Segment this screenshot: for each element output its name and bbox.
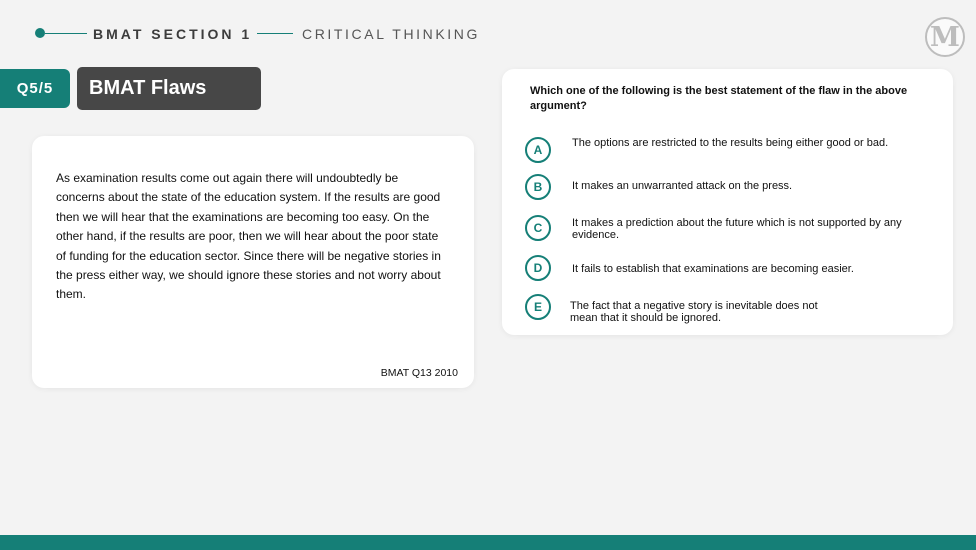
question-text: Which one of the following is the best statement of the flaw in the above argument? — [530, 85, 908, 112]
question-card — [502, 69, 953, 335]
passage-source: BMAT Q13 2010 — [380, 367, 458, 379]
topic-title: BMAT Flaws — [77, 67, 261, 110]
header-dot — [35, 28, 45, 38]
option-e-text[interactable]: The fact that a negative story is inevitable does not mean that it should be ignored. — [570, 300, 818, 324]
logo-letter: M — [930, 21, 960, 53]
header-line — [257, 33, 293, 34]
option-d-text[interactable]: It fails to establish that examinations are becoming easier. — [572, 263, 854, 275]
option-c-button[interactable]: C — [525, 215, 551, 241]
passage-card — [32, 136, 474, 388]
logo-icon — [925, 17, 965, 57]
section-subtitle: CRITICAL THINKING — [302, 26, 480, 42]
section-title: BMAT SECTION 1 — [93, 26, 253, 42]
option-b-button[interactable]: B — [525, 174, 551, 200]
option-b-text[interactable]: It makes an unwarranted attack on the press. — [572, 180, 793, 192]
footer-bar — [0, 535, 976, 550]
option-e-button[interactable]: E — [525, 294, 551, 320]
option-d-button[interactable]: D — [525, 255, 551, 281]
option-c-text[interactable]: It makes a prediction about the future which is not supported by any evidence. — [572, 217, 902, 241]
option-a-button[interactable]: A — [525, 137, 551, 163]
question-number-badge: Q5/5 — [0, 69, 70, 108]
passage-text: As examination results come out again there will undoubtedly be concerns about the state of the education system. If the results are good then we will hear that the examinations are becoming too easy. On the other hand, if the results are poor, then we will hear about the poor state of funding for the education sector. Since there will be negative stories in the press either way, we should ignore these stories and not worry about them. — [56, 171, 441, 302]
option-a-text[interactable]: The options are restricted to the results being either good or bad. — [572, 137, 889, 149]
header-line — [45, 33, 87, 34]
